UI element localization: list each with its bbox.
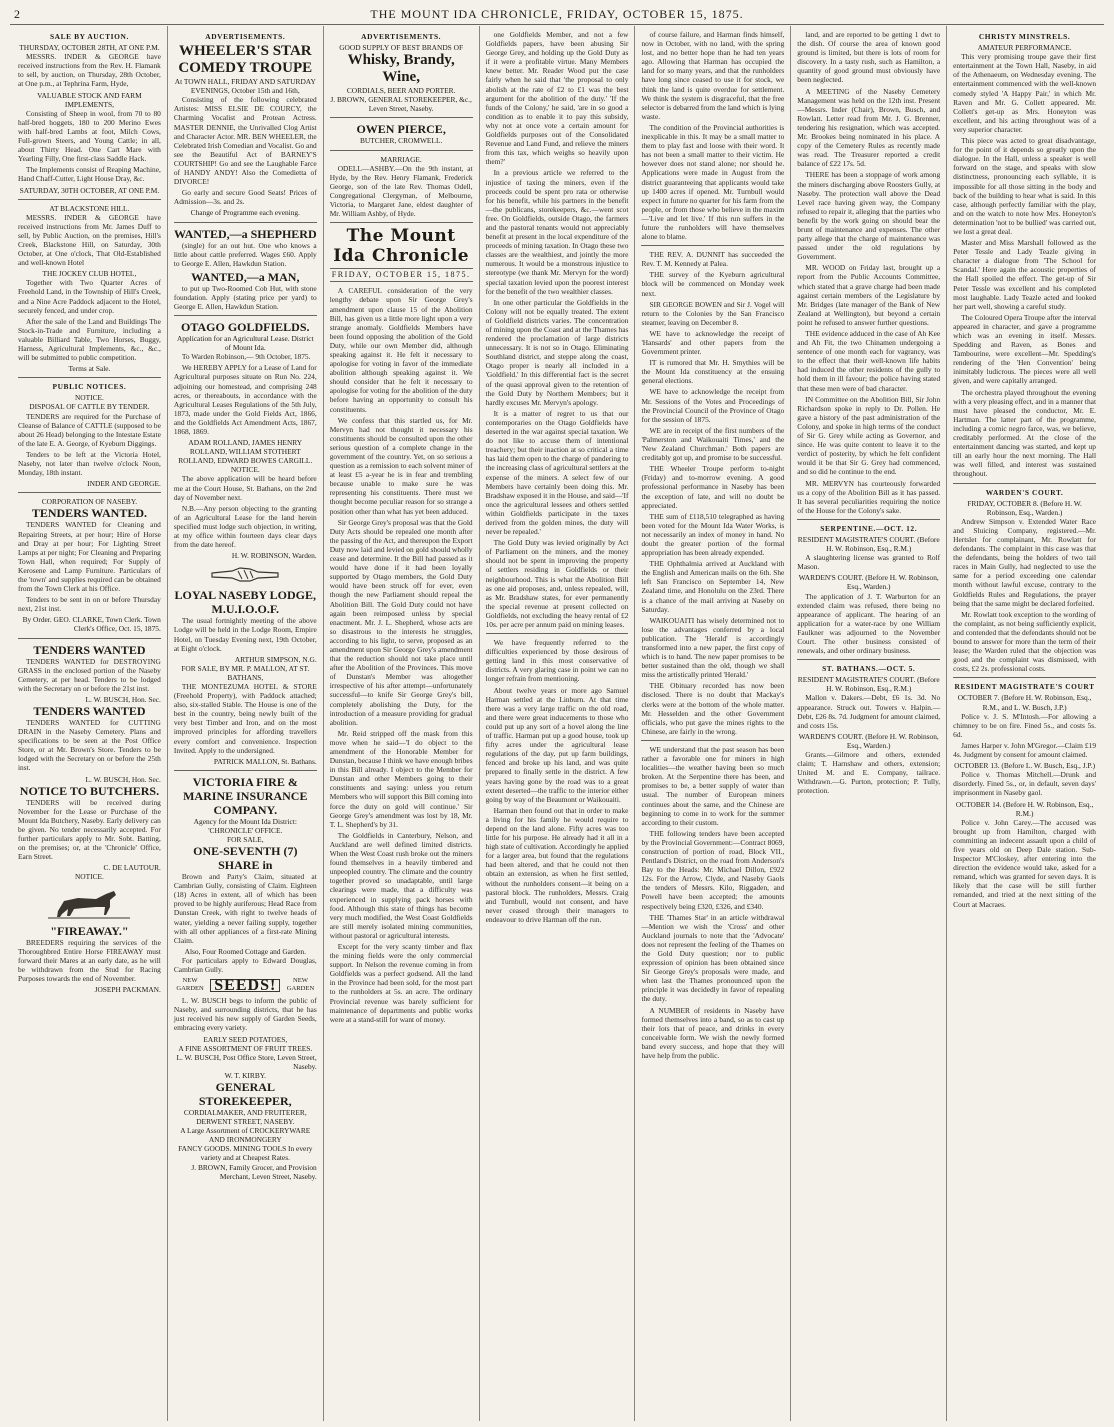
article-paragraph: ODELL—ASHBY.—On the 9th instant, at Hyde, by the Rev. Henry Flamank, Frederick George, son of the late Rev. Thomas Odell, Congregational Clergyman, of Melbourne, Victoria, to Margaret Jane, eldest daughter of Mr. William Ashby, of Hyde. bbox=[329, 163, 473, 219]
clasped-hands-engraving bbox=[174, 563, 317, 585]
centered-line: FOR SALE, BY MR. P. MALLON, AT ST. BATHANS, bbox=[181, 663, 310, 682]
column-rule bbox=[641, 245, 784, 246]
centered-line: OCTOBER 13. (Before L. W. Busch, Esq., J.P.) bbox=[954, 761, 1096, 771]
centered-line: EARLY SEED POTATOES, bbox=[203, 1034, 288, 1044]
centered-line: VALUABLE STOCK AND FARM IMPLEMENTS, bbox=[37, 90, 142, 109]
article-paragraph: We have frequently referred to the difficulties experienced by those desirous of getting land in this most conservative of districts. A very glaring case in point we can no longer refrain from mentioning. bbox=[485, 638, 629, 684]
centered-line: W. T. KIRBY. bbox=[224, 1070, 266, 1080]
article-paragraph: In a previous article we referred to the injustice of taxing the miners, even if the proceeds could be spent pro rata or otherwise for his benefit, while his partners in the benefit—the publicans, storekeepers, &c.—went scot free. On Goldfields, outside Otago, the farmers and the pastoral tenants would not appreciably benefit at present in the local expenditure of the proceeds of mining taxation. In Otago these two classes are the wealthiest, and jointly the more numerous. It would be a monstrous injustice to stereotype (we thank Mr. Mervyn for the word) special taxation levied upon the poorest interest for the benefit of the two wealthier classes. bbox=[485, 168, 629, 296]
centered-line: NOTICE. bbox=[230, 465, 260, 475]
centered-line: NOTICE. bbox=[74, 393, 104, 403]
signature-line: L. W. BUSCH, Post Office Store, Leven Street, Naseby. bbox=[176, 1052, 317, 1071]
article-paragraph: IN Committee on the Abolition Bill, Sir John Richardson spoke in reply to Dr. Pollen. He gave a history of the past administration of the Colony, and spoke in high terms of the conduct of Sir G. Grey while acting as Governor, and since. He was quite content to leave it to the verdict of posterity, by which he felt confident would it be that Sir G. Grey had commenced, and so did he continue to the end. bbox=[797, 394, 941, 477]
article-paragraph: THE evidence adduced in the case of Ah Kee and Ah Fit, the two Chinamen undergoing a sentence of one month each for vagrancy, was to the effect that their well-known life habits had induced the other residents of the gully to hold them in ill favour; the police having stated that these men were of bad character. bbox=[797, 329, 941, 393]
article-paragraph: Tenders to be left at the Victoria Hotel, Naseby, not later than twelve o'clock Noon, Monday, 18th instant. bbox=[18, 449, 161, 478]
centered-line: Application for an Agricultural Lease. District of Mount Ida. bbox=[176, 334, 314, 353]
article-paragraph: This very promising troupe gave their first entertainment at the Town Hall, Naseby, in aid of the Athenaeum, on Wednesday evening. The entertainment commenced with the well-known comedy styled 'A Happy Pair,' in which Mr. Raven and Mr. G. Collett appeared. Mr. Collett's get-up as Mrs. Honeyton was excellent, and his acting throughout was of a very superior character. bbox=[953, 52, 1097, 134]
section-heading: ADVERTISEMENTS. bbox=[205, 32, 286, 41]
signature-line: PATRICK MALLON, St. Bathans. bbox=[213, 756, 317, 766]
article-paragraph: THE Wheeler Troupe perform to-night (Friday) and to-morrow evening. A good professional performance in Naseby has been the exception of late, and will no doubt be appreciated. bbox=[641, 464, 785, 510]
article-paragraph: MESSRS. INDER & GEORGE have received instructions from Mr. James Duff to sell, by Public Auction, on the premises, Hill's Creek, Blackstone Hill, on Saturday, 30th October, at One o'clock, That Old-Established and well-known Hotel bbox=[18, 212, 161, 268]
display-heading: TENDERS WANTED bbox=[33, 642, 146, 657]
centered-line: Terms at Sale. bbox=[68, 364, 111, 374]
section-heading: WARDEN'S COURT. bbox=[985, 487, 1064, 497]
masthead-title: The Mount Ida Chronicle bbox=[333, 226, 470, 267]
article-paragraph: A slaughtering license was granted to Rolf Mason. bbox=[797, 553, 941, 572]
centered-line: SATURDAY, 30TH OCTOBER, AT ONE P.M. bbox=[19, 185, 160, 195]
centered-line: WARDEN'S COURT. (Before H. W. Robinson, Esq., Warden.) bbox=[798, 573, 939, 592]
centered-line: MARRIAGE. bbox=[380, 154, 422, 164]
centered-line: DISPOSAL OF CATTLE BY TENDER. bbox=[29, 402, 150, 412]
signature-line: C. DE LAUTOUR. bbox=[103, 863, 161, 873]
section-heading: CHRISTY MINSTRELS. bbox=[978, 32, 1071, 41]
section-heading: SALE BY AUCTION. bbox=[49, 32, 129, 41]
columns-container bbox=[12, 26, 1102, 1421]
centered-line: J. BROWN, GENERAL STOREKEEPER, &c., Leven Street, Naseby. bbox=[330, 95, 472, 114]
column-rule bbox=[174, 222, 317, 223]
article-paragraph: THERE has been a stoppage of work among the miners discharging above Roosters Gully, at Naseby. The protection wall above the Dead Level race having given way, the Company refused to repair it, alleging that the parties who benefit by the work going on should bear the brunt of maintenance and expenses. The other party allege that the charge of maintenance was passed under the old regulations by Government. bbox=[797, 170, 941, 262]
masthead-date: FRIDAY, OCTOBER 15, 1875. bbox=[330, 268, 473, 279]
seeds-left-label: NEW GARDEN bbox=[176, 977, 204, 993]
section-heading: RESIDENT MAGISTRATE'S COURT bbox=[954, 682, 1095, 692]
centered-line: Also, Four Roomed Cottage and Garden. bbox=[184, 946, 306, 956]
centered-line: ADAM ROLLAND, JAMES HENRY ROLLAND, WILLIAM STOTHERT ROLLAND, EDWARD BOWES CARGILL. bbox=[178, 438, 313, 466]
article-paragraph: THE following tenders have been accepted by the Provincial Government:—Contract 8069, construction of portion of road, Block VII., Pentland's District, on the road from Anderson's Bay to the Heads: Mr. Michael Dillon, £922 12s. For the Arrow, Clyde, and Naseby Gaols the tenders of Messrs. Kilo, Riggaden, and Powell have been accepted; the amounts respectively being £320, £326, and £340. bbox=[641, 828, 785, 911]
centered-line: FANCY GOODS. MINING TOOLS In every variety and at Cheapest Rates. bbox=[178, 1144, 313, 1163]
article-paragraph: The Implements consist of Reaping Machine, Hand Chaff-Cutter, Light House Dray, &c. bbox=[18, 165, 161, 184]
running-head-title: THE MOUNT IDA CHRONICLE, FRIDAY, OCTOBER 15, 1875. bbox=[370, 6, 744, 21]
centered-line: OCTOBER 14. (Before H. W. Robinson, Esq., R.M.) bbox=[955, 799, 1094, 818]
article-paragraph: IT is rumored that Mr. H. Smythies will be the Mount Ida constituency at the ensuing general elections. bbox=[641, 358, 785, 386]
column-4 bbox=[480, 26, 636, 1421]
display-heading: WANTED,—a SHEPHERD bbox=[173, 226, 317, 241]
centered-line: RESIDENT MAGISTRATE'S COURT. (Before H. W. Robinson, Esq., R.M.) bbox=[797, 534, 940, 554]
article-paragraph: Harman then found out that in order to make a living for his family he would require to depend on the land alone. Fifty acres was too little for his purpose. He already had it all in a high state of cultivation. Accordingly he applied for a larger area, but found that the regulations had been altered, and that he could not then obtain an extension, as when he first settled, without the runholders consent—it being on a pastoral block. The runholders, Messrs. Craig and Turnbull, would not consent, and have never ceased through their managers to endeavour to drive Harman off the run. bbox=[485, 805, 629, 924]
column-rule bbox=[330, 150, 473, 151]
article-paragraph: THE Ophthalmia arrived at Auckland with the English and American mails on the 6th. She left San Francisco on September 14, New Zealand time, and Honolulu on the 23rd. There is a chance of the mail arriving at Naseby on Saturday. bbox=[641, 559, 785, 614]
article-paragraph: TENDERS will be received during November for the Lease or Purchase of the Mount Ida Butchery, Naseby. Early delivery can be given. No tender necessarily accepted. For further particulars apply to Mr. Sobt. Batting, on the premises; or, at the 'Chronicle' Office, Earn Street. bbox=[18, 797, 161, 862]
column-7 bbox=[947, 26, 1102, 1421]
display-heading-large: Whisky, Brandy, Wine, bbox=[347, 52, 455, 86]
article-paragraph: BREEDERS requiring the services of the Thoroughbred Entire Horse FIREAWAY must forward their Mares at an early date, as he will be withdrawn from the Stud for Racing Purposes towards the end of November. bbox=[18, 937, 161, 983]
article-paragraph: The orchestra played throughout the evening with a very pleasing effect, and in a manner that must have pleased the conductor, Mr. E. Hartman. The latter part of the programme, including a comic negro farce, was, we believe, creditably performed. At the close of the entertainment dancing was started, and kept up till an early hour the next morning. The Hall was well filled, and interest was sustained throughout. bbox=[953, 387, 1097, 479]
centered-line: THE JOCKEY CLUB HOTEL, bbox=[42, 269, 137, 279]
article-paragraph: It is a matter of regret to us that our contemporaries on the Otago Goldfields have deserted in the war against special taxation. We do not like to accuse them of intentional treachery; but their inaction at so critical a time has laid them open to the charge of pandering to the increasing class of agricultural settlers at the expense of the miners. A select few of our Members have certainly been doing this. Mr. Bradshaw exposed it in the House, and said—'If once the agricultural lessees and others settled within Goldfields participate in the taxes derived from the golden mines, the duty will never be repealed.' bbox=[485, 408, 629, 537]
article-paragraph: Police v. Thomas Mitchell.—Drunk and disorderly. Fined 5s., or, in default, seven days' imprisonment in Naseby gaol. bbox=[953, 770, 1097, 798]
centered-line: FOR SALE, bbox=[227, 835, 264, 844]
article-paragraph: WAIKOUAITI has wisely determined not to lose the advantages conferred by a local publication. The 'Herald' is accordingly transformed into a new paper, the first copy of which is to hand. The new paper promises to be better sustained than the old, though we shall miss the artistically printed 'Herald.' bbox=[641, 615, 785, 680]
centered-line: OCTOBER 7. (Before H. W. Robinson, Esq., R.M., and L. W. Busch, J.P.) bbox=[957, 693, 1092, 712]
article-paragraph: Mallon v. Dakers.—Debt, £6 1s. 3d. No appearance. Struck out. Towers v. Halpin.—Debt, £26 8s. 7d. Judgment for amount claimed, and costs 15s. bbox=[797, 693, 941, 730]
article-paragraph: L. W. BUSCH begs to inform the public of Naseby, and surrounding districts, that he has just received his new supply of Garden Seeds, embracing every variety. bbox=[173, 996, 317, 1033]
centered-line: CORDIALMAKER, AND FRUITERER, DERWENT STREET, NASEBY. bbox=[183, 1107, 307, 1127]
article-paragraph: Together with Two Quarter Acres of Freehold Land, in the Township of Hill's Creek, and a Nine Acre Paddock adjacent to the Hotel, securely fenced, and under crop. bbox=[18, 278, 161, 315]
centered-line: BUTCHER, CROMWELL. bbox=[359, 136, 443, 146]
column-3 bbox=[324, 26, 480, 1421]
article-paragraph: THE sum of £118,510 telegraphed as having been voted for the Mount Ida Water Works, is not necessarily an index of money in hand. No doubt the greater portion of the formal appropriation has been already expended. bbox=[641, 511, 785, 558]
display-heading: TENDERS WANTED. bbox=[31, 506, 147, 521]
centered-line: RESIDENT MAGISTRATE'S COURT. (Before H. W. Robinson, Esq., R.M.) bbox=[797, 675, 940, 694]
signature-line: JOSEPH PACKMAN. bbox=[94, 984, 161, 994]
centered-line: A Large Assortment of CROCKERYWARE AND IRONMONGERY bbox=[180, 1126, 311, 1145]
clasped-hands-icon bbox=[210, 563, 280, 585]
centered-line: FRIDAY, OCTOBER 8. (Before H. W. Robinson, Esq., Warden.) bbox=[967, 498, 1082, 517]
display-heading: OTAGO GOLDFIELDS. bbox=[181, 320, 310, 335]
seeds-title: SEEDS! bbox=[210, 979, 280, 992]
newspaper-masthead bbox=[330, 222, 473, 282]
display-heading: "FIREAWAY." bbox=[50, 923, 129, 938]
article-paragraph: Consisting of the following celebrated Artistes: MISS ELSIE DE COURCY, the Charming Vocalist and Protean Actress. MASTER DENNIE, the Unrivalled Clog Artist and Character Actor. MR. BEN WHEELER, the Celebrated Irish Comedian and Vocalist. Go and see the Beautiful Act of BARNEY'S COURTSHIP! Go and see the Laughable Farce of HANDY ANDY! Also the Comedietta of DIVORCE! bbox=[173, 95, 317, 187]
horse-icon bbox=[44, 885, 134, 921]
article-paragraph: A CAREFUL consideration of the very lengthy debate upon Sir George Grey's amendment upon clause 15 of the Abolition Bill, has given us a little more light upon a very strange anomaly. Goldfields Members have been found opposing the abolition of the Gold Duty, while our own Member did, although speaking against it. He felt it necessary to apologise for voting in favor of the immediate abolition although speaking against it. We should consider that he felt it necessary to apologise for voting for the abolition of the duty before having an opportunity to consult his constituents. bbox=[329, 286, 473, 414]
column-rule bbox=[18, 199, 161, 200]
column-rule bbox=[797, 659, 940, 660]
article-paragraph: Police v. John Carey.—The accused was brought up from Hamilton, charged with committing an indecent assault upon a child of five years old on Deep Dale station. Sub-Inspector M'Closkey, after entering into the direction the evidence would take, asked for a remand, which was granted for seven days. It is likely that the case will be still further remanded, and tried at the next sitting of the Court at Macraes. bbox=[953, 817, 1097, 909]
article-paragraph: THE 'Thames Star' in an article withdrawal—Mention we wish the 'Cross' and other Auckland journals to note that the 'Advocate' does not represent the feeling of the Thames on the Gold Duty question; nor to public expression of opinion has been obtained since Sir George Grey's proposals were made, and when last the Thames pronounced upon the principle it was decidedly in favor of repealing the duty. bbox=[641, 912, 785, 1004]
column-rule bbox=[797, 519, 940, 520]
column-rule bbox=[18, 377, 161, 378]
signature-line: H. W. ROBINSON, Warden. bbox=[231, 551, 317, 561]
signature-line: ARTHUR SIMPSON, N.G. bbox=[234, 654, 317, 664]
page-number: 2 bbox=[14, 6, 21, 21]
column-rule bbox=[18, 638, 161, 639]
column-5 bbox=[635, 26, 791, 1421]
article-paragraph: About twelve years or more ago Samuel Harman settled at the Linburn. At that time there was a very large traffic on the old road, and there were great inducements to those who could put up any sort of a hovel along the line of traffic. Harman put up a good house, took up fifty acres under the agricultural lease regulations of the day, put up farm buildings, fenced and broke up his land, and was quite prepared to finally settle in the district. A few years having gone by the road was to a great extent deserted—the traffic to the interior either going by way of the Beaumont or Waikouaiti. bbox=[485, 685, 629, 804]
article-paragraph: THE MONTEZUMA HOTEL & STORE (Freehold Property), with Paddock attached; also, six-stalled Stable. The House is one of the best in the country, being newly built of the very best Timber and Iron, and on the most improved principles for affording travellers every comfort and convenience. Inspection Invited. Apply to the undersigned. bbox=[173, 681, 317, 755]
article-paragraph: land, and are reported to be getting 1 dwt to the dish. Of course the area of known good ground is limited, but there is lots of room for discovery. In a tasty rush, such as Hamilton, a quantity of good ground must obviously have been neglected. bbox=[797, 30, 941, 85]
article-paragraph: one Goldfields Member, and not a few Goldfields papers, have been abusing Sir George Grey, and holding up the Gold Duty as if it were a profitable virtue. Many Members knew better. Mr. Reader Wood put the case fairly when he said that 'the proposal to only abolish at the rate of £2 to £1 was the best argument for the abolition of the duty.' 'If the funds of the Colony,' he said, 'are in so good a condition as to enable it to pay this subsidy, why not at once vote a certain amount for Goldfields purposes out of the Consolidated Revenue and Land Fund, and relieve the miners from this tax, which weighs so heavily upon them?' bbox=[485, 30, 629, 167]
article-paragraph: The above application will be heard before me at the Court House, St. Bathans, on the 2nd day of November next. bbox=[173, 474, 317, 502]
article-paragraph: MESSRS. INDER & GEORGE have received instructions from the Rev. H. Flamank to sell, by auction, on Thursday, 28th October, at One p.m., at Tephrina Farm, Hyde, bbox=[18, 52, 161, 89]
centered-line: GOOD SUPPLY OF BEST BRANDS OF bbox=[339, 43, 464, 53]
column-rule bbox=[330, 117, 473, 118]
article-paragraph: Except for the very scanty timber and flax the mining fields were the only commercial support. In Nelson the revenue coming in from Goldfields was a perfect godsend. All the land in the Province had been sold, for the most part to the runholders at 5s. an acre. The ordinary Provincial revenue was barely sufficient for maintenance of departments and public works were at a stand-still for want of money. bbox=[329, 941, 473, 1024]
article-paragraph: Grants.—Gilmore and others, extended claim; T. Harnshaw and others, extension; United M. and E. Company, tailrace. Withdrawn.—G. Purton, protection; P. Tully, protection. bbox=[797, 750, 941, 796]
article-paragraph: The Coloured Opera Troupe after the interval appeared in character, and gave a programme which was an evening in itself. Messrs. Spedding and Raven, as Bones and Tambourine, were excellent—Mr. Spedding's rendering of the 'Hen Convention' being inimitably ludicrous. The pieces were all well given, and were capitally arranged. bbox=[953, 312, 1097, 386]
horse-engraving bbox=[18, 885, 161, 921]
column-rule bbox=[953, 483, 1096, 484]
display-heading: VICTORIA FIRE & MARINE INSURANCE COMPANY. bbox=[183, 774, 308, 817]
article-paragraph: TENDERS WANTED for CUTTING DRAIN in the Naseby Cemetery. Plans and specifications to be seen at the Post Office Store, or at Mr. Brown's Store. Tenders to be lodged with the Secretary on or before the 25th inst. bbox=[18, 718, 161, 773]
signature-line: By Order. GEO. CLARKE, Town Clerk. Town Clerk's Office, Oct. 15, 1875. bbox=[22, 615, 161, 634]
article-paragraph: to put up Two-Roomed Cob Hut, with stone foundation. Apply (stating price per yard) to George E. Allen, Hawkdun Station. bbox=[173, 283, 317, 311]
article-paragraph: We HEREBY APPLY for a Lease of Land for Agricultural purposes situate on Run No. 224, adjoining our homestead, and comprising 248 acres, or thereabouts, in accordance with the Agricultural Leases Regulations of the 5th July, 1873, made under the Gold Fields Act, 1866, and the Goldfields Act Amendment Acts, 1867, 1868, 1869. bbox=[173, 363, 317, 436]
signature-line: L. W. BUSCH, Hon. Sec. bbox=[85, 694, 161, 704]
running-head bbox=[10, 4, 1104, 25]
article-paragraph: THE REV. A. DUNNIT has succeeded the Rev. T. M. Kennedy at Palea. bbox=[641, 250, 785, 269]
article-paragraph: WE have to acknowledge the receipt from Mr. Sessions of the Votes and Proceedings of the Provincial Council of the Province of Otago for the session of 1875. bbox=[641, 387, 785, 424]
article-paragraph: A MEETING of the Naseby Cemetery Management was held on the 12th inst. Present—Messrs. Inder (Chair), Brown, Busch, and Rowlatt. Letter read from Mr. J. G. Brenner, tendering his resignation, which was accepted. Mr. Brookes being nominated in his place. A copy of the Cemetery Rules as recently made was read. The Treasurer reported a credit balance of £22 17s. 5d. bbox=[797, 86, 941, 169]
article-paragraph: After the sale of the Land and Buildings The Stock-in-Trade and Furniture, including a valuable Billiard Table, Two Horses, Buggy, Harness, Agricultural Implements, &c., &c., will be submitted to public competition. bbox=[18, 316, 161, 363]
display-heading: ONE-SEVENTH (7) SHARE in bbox=[193, 844, 298, 873]
article-paragraph: Master and Miss Marshall followed as the Peter Tessle and Lady Teazle giving in character a dialogue from 'The School for Scandal.' Here again the acoustic properties of the Hall spoiled the effect. The get-up of Sir Peter Tessle was excellent and his completed most laughable. Lady Teazle acted and looked her part well, showing a careful study. bbox=[953, 238, 1097, 311]
section-heading: SERPENTINE.—OCT. 12. bbox=[820, 523, 918, 533]
article-paragraph: A NUMBER of residents in Naseby have formed themselves into a band, so as to cast up their lots that of peace, and drinks in every conceivable form. We wish the newly formed band every success, and hope that they will have help from the public. bbox=[641, 1005, 785, 1061]
column-rule bbox=[953, 677, 1096, 678]
section-heading: PUBLIC NOTICES. bbox=[52, 382, 127, 392]
centered-line: AMATEUR PERFORMANCE. bbox=[977, 43, 1072, 53]
article-paragraph: Andrew Simpson v. Extended Water Race and Sluicing Company, registered.—Mr. Hertslet for complainant, Mr. Rowlatt for defendants. The complaint in this case was that the defendants, being the holders of two tail races in Main Gully, had neglected to use the same for a period exceeding one calendar month without lawful excuse, contrary to the Goldfields Rules and Regulations, the prayer being that the same might be declared forfeited. bbox=[953, 516, 1097, 608]
section-heading: ADVERTISEMENTS. bbox=[361, 32, 442, 41]
article-paragraph: THE Obituary recorded has now been disclosed. There is no doubt that Mackay's clerks were at the bottom of the whole matter. Mr. Hesselden and the other Government officials, who put gave the mines rights to the Chinese, are fairly in the wrong. bbox=[641, 681, 785, 736]
article-paragraph: Consisting of Sheep in wool, from 70 to 80 half-bred hoggets, 180 to 200 Merino Ewes with half-bred Lambs at foot, Milch Cows, Full-grown Steers, and Young Cattle; in all, about Thirty Head. One Cart Mare with Yearling Filly, One first-class Saddle Hack. bbox=[18, 108, 161, 164]
display-heading: WANTED,—a MAN, bbox=[191, 269, 300, 284]
article-paragraph: The Goldfields in Canterbury, Nelson, and Auckland are well defined limited districts. When the West Coast rush broke out the miners found themselves in a heavily timbered and unpeopled country. The climate and the country together proved so unadaptable, until large clearings were made, that a difficulty was experienced in supplying pack horses with food. Although this state of things has become very much modified, the West Coast Goldfields are still merely isolated mining communities, without pastoral or agricultural interests. bbox=[329, 830, 473, 940]
column-rule bbox=[18, 492, 161, 493]
article-paragraph: In one other particular the Goldfields in the Colony will not be equally treated. The extent of Goldfield districts varies. The concentration of mining upon the Coast and at the Thames has rendered the proclamation of large districts unnecessary. It is not so in Otago. Eliminating Southland district, and steppe along the coast, Otago proper is nearly all included in a 'Goldfield.' In this differential fact is the secret of the quasi approval given to the retention of the Gold Duty by Northern Members; but it hardly excuses Mr. Mervyn's apology. bbox=[485, 297, 629, 407]
centered-line: At TOWN HALL, FRIDAY AND SATURDAY EVENINGS, October 15th and 16th, bbox=[174, 77, 316, 96]
article-paragraph: Brown and Party's Claim, situated at Cambrian Gully, consisting of Claim. Eighteen (18) Acres in extent, all of which has been proved to be highly auriferous; Head Race from Dunstan Creek, with right to twelve heads of water, yielding a never failing supply, together with all other appliances of a first-rate Mining Claim. bbox=[173, 872, 317, 945]
article-paragraph: TENDERS WANTED for DESTROYING GRASS in the enclosed portion of the Naseby Cemetery, at per head. Tenders to be lodged with the Secretary on or before the 21st inst. bbox=[18, 656, 161, 693]
article-paragraph: Go early and secure Good Seats! Prices of Admission—3s. and 2s. bbox=[173, 188, 317, 207]
display-heading: OWEN PIERCE, bbox=[356, 122, 446, 137]
display-heading-large: WHEELER'S STAR COMEDY TROUPE bbox=[178, 43, 313, 77]
article-paragraph: MR. MERVYN has courteously forwarded us a copy of the Abolition Bill as it has passed. It has several peculiarities requiring the notice of the House for the Colony's sake. bbox=[797, 478, 941, 515]
article-paragraph: TENDERS WANTED for Cleaning and Repairing Streets, at per hour; Hire of Horse and Dray at per hour; For Lighting Street Lamps at per night; For Cleaning and Preparing Town Hall, when required; For Supply of Kerosene and Lamp Furniture. Particulars of the 'town' and supplies required can be obtained from the Town Clerk at his Office. bbox=[18, 520, 161, 594]
column-1 bbox=[12, 26, 168, 1421]
article-paragraph: WE have to acknowledge the receipt of 'Hansards' and other papers from the Government printer. bbox=[641, 328, 785, 357]
seeds-banner bbox=[174, 977, 317, 993]
article-paragraph: The usual fortnightly meeting of the above Lodge will be held in the Lodge Room, Empire Hotel, on Tuesday Evening next, 19th October, at Eight o'clock. bbox=[173, 616, 317, 653]
signature-line: J. BROWN, Family Grocer, and Provision Merchant, Leven Street, Naseby. bbox=[191, 1162, 317, 1181]
centered-line: WARDEN'S COURT. (Before H. W. Robinson, Esq., Warden.) bbox=[798, 731, 939, 750]
display-heading: LOYAL NASEBY LODGE, M.U.I.O.O.F. bbox=[174, 588, 317, 617]
centered-line: AT BLACKSTONE HILL. bbox=[49, 203, 130, 213]
article-paragraph: For particulars apply to Edward Douglas, Cambrian Gully. bbox=[173, 955, 317, 975]
article-paragraph: THE survey of the Kyeburn agricultural block will be commenced on Monday week next. bbox=[641, 270, 785, 298]
display-heading: GENERAL STOREKEEPER, bbox=[198, 1079, 292, 1108]
article-paragraph: (single) for an out hut. One who knows a little about cattle preferred. Wages £60. Apply to George E. Allen, Hawkdun Station. bbox=[173, 240, 317, 268]
article-paragraph: The condition of the Provincial authorities is inexplicable in this. It may be a small matter to them to play fast and loose with their word. It has not been a small matter to their victim. He however does not stand alone; nor should he. Applications were made in August from the district guaranteeing that applicants would take up 1400 acres if opened. Mr. Turnbull would expect in future no quarter for his farm from the people, or from those who believe in the maxim—'Live and let live.' If this run suffers in the future the runholders will have themselves alone to blame. bbox=[641, 122, 785, 242]
article-paragraph: WE understand that the past season has been rather a favorable one for miners in high localities—the weather having been so much broken. At the Serpentine there has been, and promises to be, a better supply of water than usual. The number of European miners continues about the same, and the Chinese are beginning to come in to work for the summer according to their custom. bbox=[641, 744, 785, 827]
article-paragraph: Police v. J. S. M'Intosh.—For allowing a chimney to be on fire. Fined 5s., and costs 5s. 6d. bbox=[953, 711, 1097, 739]
column-rule bbox=[174, 315, 317, 316]
article-paragraph: TENDERS are required for the Purchase of Cleanse of Balance of CATTLE (supposed to be about 26 Head) belonging to the Intestate Estate of the late E. A. George, of Kyeburn Diggings. bbox=[18, 411, 161, 448]
article-paragraph: of course failure, and Harman finds himself, now in October, with no land, with the spring lost, and no better hope than he had ten years ago. Allowing that Harman has occupied the land for so many years, and that the runholders have long since ceased to use it for stock, we think the land is quite overdue for settlement. We think the system is disgraceful, that the free selector is debarred from the land which is lying waste. bbox=[641, 30, 785, 121]
article-paragraph: N.B.—Any person objecting to the granting of an Agricultural Lease for the land herein specified must lodge such objection, in writing, at my office within fourteen days clear days from the date hereof. bbox=[173, 503, 317, 550]
seeds-right-label: NEW GARDEN bbox=[286, 977, 315, 993]
signature-line: INDER AND GEORGE. bbox=[87, 479, 161, 489]
centered-line: CORDIALS, BEER AND PORTER. bbox=[346, 86, 456, 96]
centered-line: CORPORATION OF NASEBY. bbox=[41, 497, 138, 507]
centered-line: THURSDAY, OCTOBER 28TH, AT ONE P.M. bbox=[19, 43, 160, 53]
centered-line: A FINE ASSORTMENT OF FRUIT TREES. bbox=[178, 1043, 313, 1053]
article-paragraph: We confess that this startled us, for Mr. Mervyn had not thought it necessary his constituents should be consulted upon the other serious question of a complete change in the government of the country. Yet, on so serious a question as a remission to each solvent miner of at least £5 a-year he is in fear and trembling because unable to make sure he was representing his constituents. There must we thought become peculiar reason for so strange a position other than what has yet been adduced. bbox=[329, 415, 473, 516]
centered-line: NOTICE. bbox=[74, 872, 104, 882]
article-paragraph: Tenders to be sent in on or before Thursday next, 21st inst. bbox=[18, 595, 161, 614]
column-rule bbox=[174, 770, 317, 771]
article-paragraph: MR. WOOD on Friday last, brought up a report from the Public Accounts Committee, which stated that a grave charge had been made against certain members of the Legislature by Mr. Bridges (late manager of the Bank of New Zealand at Wellington), but beyond a certain point he refused to answer further questions. bbox=[797, 263, 941, 327]
article-paragraph: The Gold Duty was levied originally by Act of Parliament on the miners, and the money should not be spent in improving the property of settlers residing in Goldfields or their neighbourhood. This is what the Abolition Bill as one aid proposes, and, unless repealed, will, as Mr. Bradshaw states, for ever permanently the special revenue at present collected on Goldfields, not excluding the heavy rental of £2 10s. per acre per annum paid on mining leases. bbox=[485, 538, 629, 629]
signature-line: L. W. BUSCH, Hon. Sec. bbox=[85, 774, 161, 784]
article-paragraph: The application of J. T. Warburton for an extended claim was refused, there being no appearance of applicant. The hearing of an application for a water-race by one William Faulkner was adjourned to the November Court. The other business consisted of renewals, and other ordinary business. bbox=[797, 591, 941, 656]
article-paragraph: To Warden Robinson,— 9th October, 1875. bbox=[181, 352, 311, 362]
article-paragraph: James Harper v. John M'Gregor.—Claim £19 4s. Judgment by consent for amount claimed. bbox=[953, 740, 1097, 760]
article-paragraph: Mr. Reid stripped off the mask from this move when he said—'I do object to the amendment of the Honorable Member for Dunstan, because I think we have enough bribes in this Bill already. I object to the Member for Dunstan and other Members going to their constituents and saying: unless you return Members who will support this Bill coming into force the duty on gold will continue.' Sir George Grey's amendment was lost by 18, Mr. T. L. Shepherd's by 31. bbox=[329, 728, 473, 829]
column-rule bbox=[486, 633, 629, 634]
article-paragraph: Sir George Grey's proposal was that the Gold Duty Acts should be repealed one month after the passing of the Act, and thereupon the Export Duty now laid and levied on gold should wholly cease and determine. It the Bill had passed as it would have done if it had been loyally supported by Otago members, the Gold Duty would have been struck off for ever, even though the new Parliament should repeal the Abolition Bill. The Gold Duty could not have again been reimposed unless by special enactment. Mr. J. L. Shepherd, whose acts are so disastrous to the interests he struggles, according to his light, to serve, proposed as an amendment upon Sir George Grey's amendment that the reduction should not take place until after the Abolition of the Provinces. This move of Dunstan's Member was altogether irrespective of his after attempt—unfortunately successful—to knife Sir George Grey's bill, completely abolishing the Duty, for the introduction of a measure providing for gradual abolition. bbox=[329, 517, 473, 727]
column-2 bbox=[168, 26, 324, 1421]
centered-line: Change of Programme each evening. bbox=[190, 208, 300, 218]
column-6 bbox=[791, 26, 947, 1421]
article-paragraph: This piece was acted to great disadvantage, for the point of it depends so greatly upon the dialogue. In the Hall, unless a speaker is well forward on the stage, and speaks with slow distinctness, pronouncing each syllable, it is impossible for all those sitting in the body and back of the building to hear what is said. In this case, although perfectly familiar with the play, and on the watch to note how Mrs. Honeyton's determination 'not to be bullied' was carried out, we lost a great deal. bbox=[953, 136, 1097, 236]
display-heading: NOTICE TO BUTCHERS. bbox=[19, 783, 160, 798]
column-rule bbox=[641, 740, 784, 741]
section-heading: ST. BATHANS.—OCT. 5. bbox=[822, 664, 916, 674]
centered-line: Agency for the Mount Ida District: 'CHRONICLE' OFFICE. bbox=[193, 816, 297, 835]
article-paragraph: SIR GEORGE BOWEN and Sir J. Vogel will return to the Colonies by the San Francisco steamer, leaving on December 8. bbox=[641, 299, 785, 327]
article-paragraph: WE are in receipt of the first numbers of the 'Palmerston and Waikouaiti Times,' and the 'New Zealand Churchman.' Both papers are creditably got up, and promise to be successful. bbox=[641, 425, 785, 463]
article-paragraph: Mr. Rowlatt took exception to the wording of the complaint, as not being sufficiently explicit, and contended that the defendants should not be bound to answer for more than the term of their lease; the Warden ruled that the objection was good and the complaint was dismissed, with costs, £2 2s. professional costs. bbox=[953, 609, 1097, 674]
display-heading: TENDERS WANTED bbox=[33, 704, 146, 718]
